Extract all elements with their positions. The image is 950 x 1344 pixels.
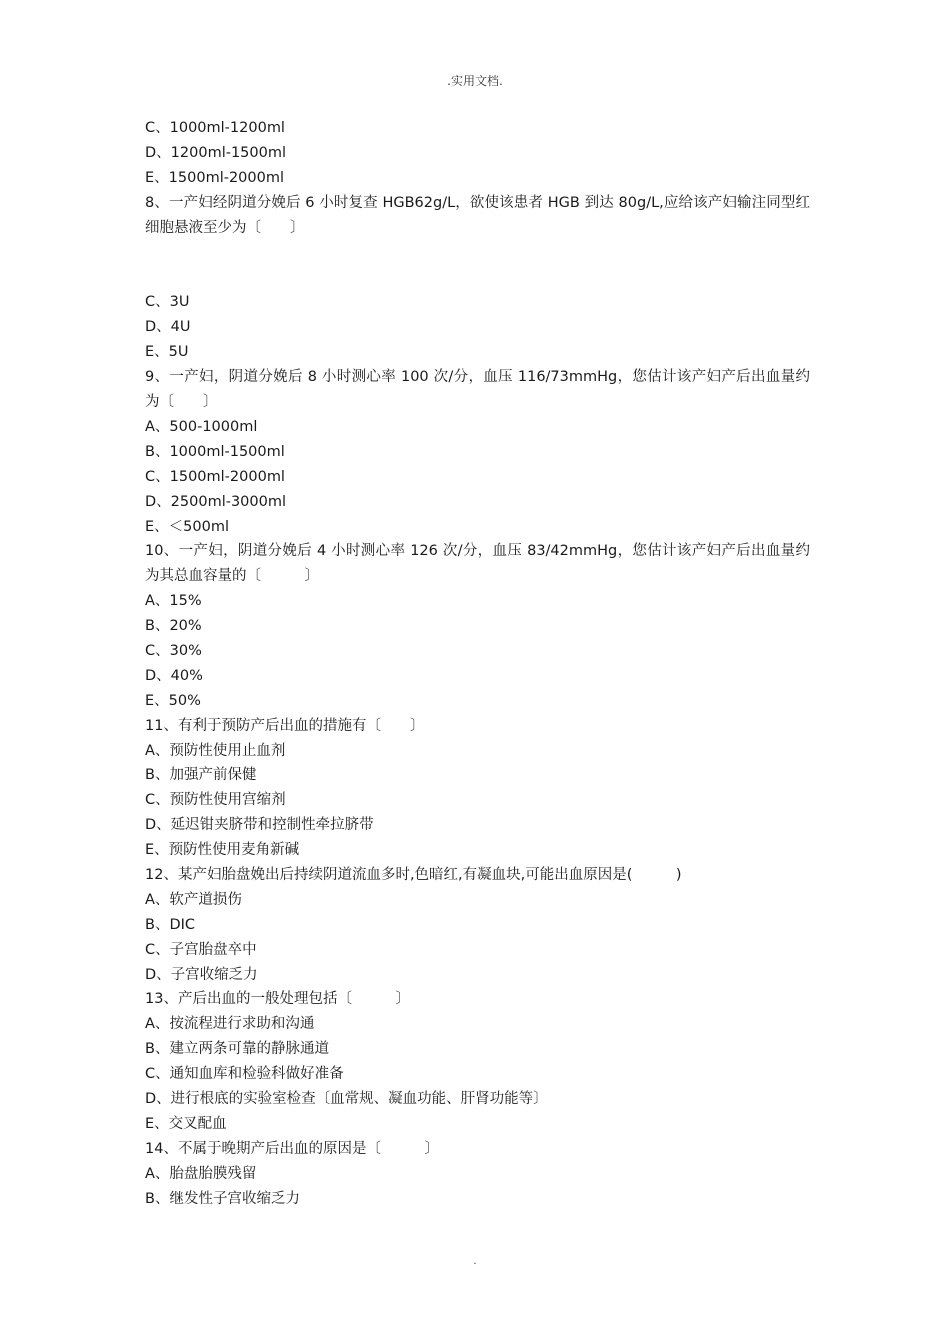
- option-e: E、交叉配血: [145, 1115, 227, 1132]
- document-body: [145, 116, 810, 1212]
- option-e: E、5U: [145, 344, 189, 361]
- question-11: 11、有利于预防产后出血的措施有〔 〕: [145, 717, 425, 734]
- option-c: C、3U: [145, 294, 190, 311]
- question-10: 10、一产妇，阴道分娩后 4 小时测心率 126 次/分，血压 83/42mmHg，您估计该产妇产后出血量约为其总血容量的〔 〕: [145, 543, 810, 585]
- option-b: B、DIC: [145, 916, 196, 933]
- option-b: B、20%: [145, 618, 202, 635]
- option-a: A、预防性使用止血剂: [145, 742, 286, 759]
- option-a: A、15%: [145, 593, 202, 610]
- option-d: D、子宫收缩乏力: [145, 966, 258, 983]
- option-b: B、1000ml-1500ml: [145, 443, 285, 460]
- option-c: C、1500ml-2000ml: [145, 468, 285, 485]
- option-e: E、预防性使用麦角新碱: [145, 842, 300, 859]
- option-d: D、2500ml-3000ml: [145, 493, 287, 510]
- option-e: E、1500ml-2000ml: [145, 169, 285, 186]
- option-c: C、子宫胎盘卒中: [145, 941, 257, 958]
- question-9: 9、一产妇，阴道分娩后 8 小时测心率 100 次/分，血压 116/73mmHg，您估计该产妇产后出血量约为〔 〕: [145, 369, 810, 411]
- option-b: B、加强产前保健: [145, 767, 257, 784]
- option-b: B、继发性子宫收缩乏力: [145, 1190, 300, 1207]
- option-c: C、预防性使用宫缩剂: [145, 792, 286, 809]
- option-c: C、30%: [145, 643, 202, 660]
- option-a: A、胎盘胎膜残留: [145, 1165, 257, 1182]
- option-a: A、软产道损伤: [145, 891, 242, 908]
- option-d: D、40%: [145, 667, 203, 684]
- option-d: D、4U: [145, 319, 191, 336]
- option-a: A、500-1000ml: [145, 418, 258, 435]
- question-12: 12、某产妇胎盘娩出后持续阴道流血多时,色暗红,有凝血块,可能出血原因是( ): [145, 867, 682, 884]
- option-c: C、通知血库和检验科做好准备: [145, 1066, 344, 1083]
- option-c: C、1000ml-1200ml: [145, 120, 285, 136]
- option-d: D、延迟钳夹脐带和控制性牵拉脐带: [145, 817, 374, 834]
- option-e: E、50%: [145, 692, 201, 709]
- option-d: D、1200ml-1500ml: [145, 144, 287, 161]
- page-header: .实用文档.: [447, 74, 503, 88]
- blank-gap: [145, 240, 810, 290]
- option-a: A、按流程进行求助和沟通: [145, 1016, 315, 1033]
- option-e: E、＜500ml: [145, 518, 229, 535]
- option-b: B、建立两条可靠的静脉通道: [145, 1041, 329, 1058]
- page-footer: .: [473, 1256, 477, 1267]
- question-14: 14、不属于晚期产后出血的原因是〔 〕: [145, 1140, 439, 1157]
- question-13: 13、产后出血的一般处理包括〔 〕: [145, 991, 410, 1008]
- option-d: D、进行根底的实验室检查〔血常规、凝血功能、肝肾功能等〕: [145, 1091, 548, 1108]
- question-8: 8、一产妇经阴道分娩后 6 小时复查 HGB62g/L，欲使该患者 HGB 到达 80g/L,应给该产妇输注同型红细胞悬液至少为〔 〕: [145, 194, 810, 236]
